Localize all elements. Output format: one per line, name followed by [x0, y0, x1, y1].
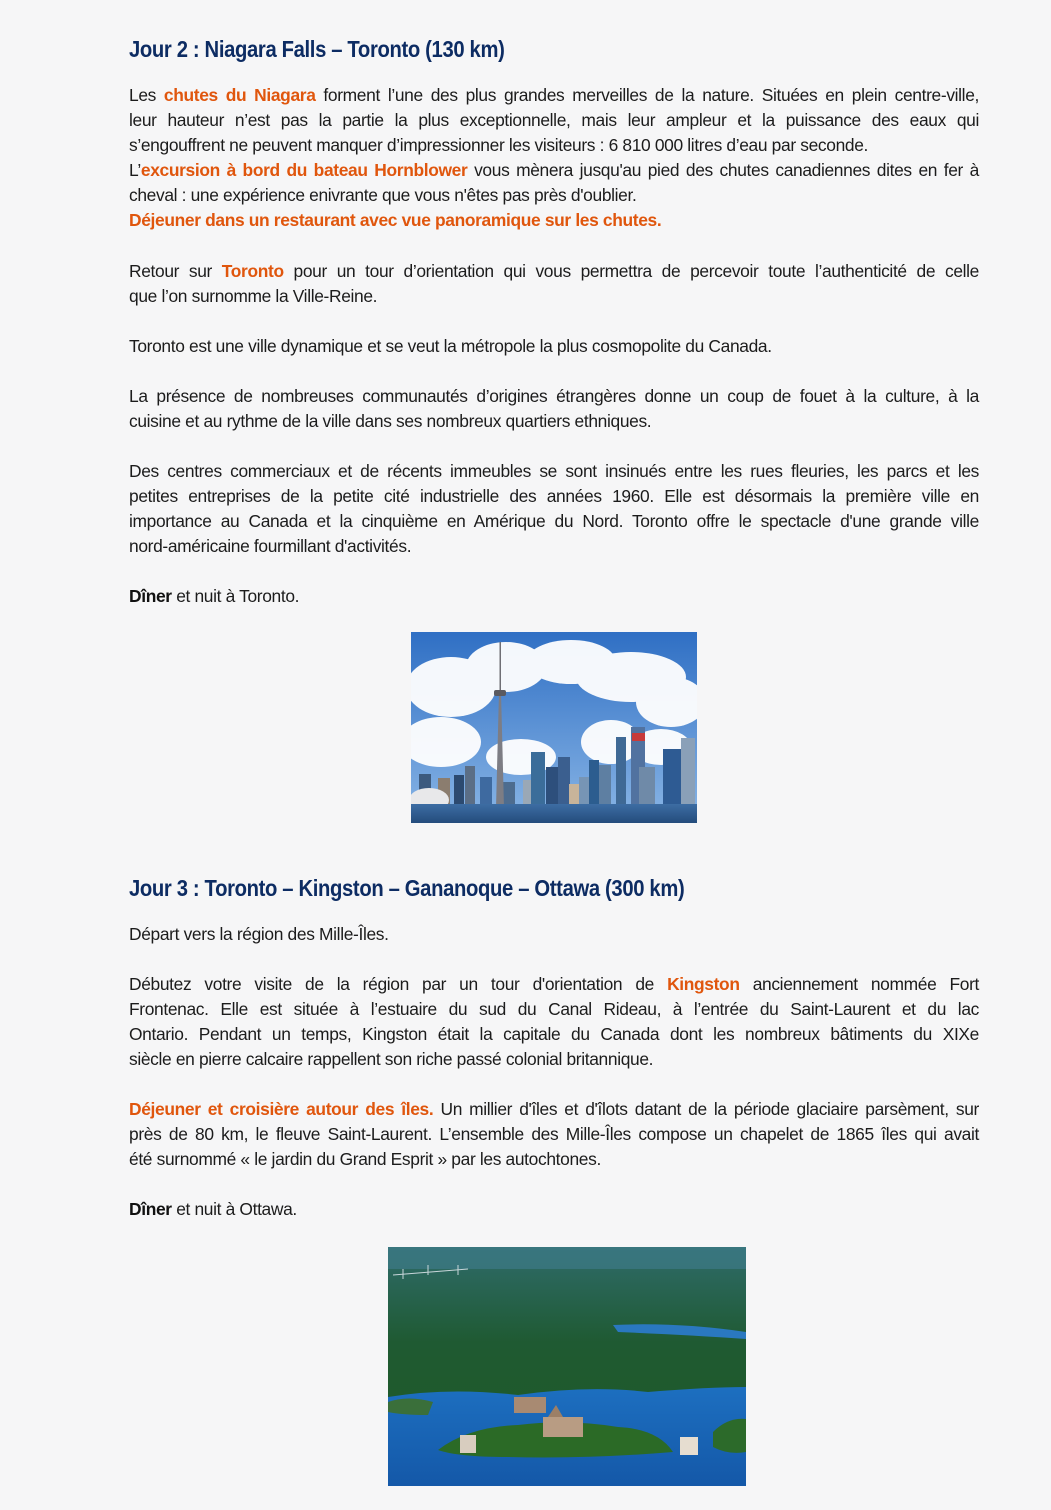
highlight-toronto: Toronto [221, 261, 284, 281]
text-line: été surnommé « le jardin du Grand Esprit » par les autochtones. [129, 1149, 601, 1169]
toronto-skyline-photo [411, 632, 697, 823]
day3-title: Jour 3 : Toronto – Kingston – Gananoque – Ottawa (300 km) [129, 875, 685, 901]
text-line: Départ vers la région des Mille-Îles. [129, 924, 389, 944]
text-line: cheval : une expérience enivrante que vous n'êtes pas près d'oublier. [129, 185, 637, 205]
text-line: importance au Canada et la cinquième en Amérique du Nord. Toronto offre le spectacle d'une grande ville [129, 511, 979, 531]
day2-dinner-paragraph [129, 584, 979, 609]
day2-commerce-paragraph [129, 459, 979, 559]
text-line: siècle en pierre calcaire rappellent son riche passé colonial britannique. [129, 1049, 654, 1069]
text: Un millier d'îles et d'îlots datant de la période glaciaire parsèment, sur [433, 1099, 979, 1119]
highlight-lunch-panoramic: Déjeuner dans un restaurant avec vue panoramique sur les chutes. [129, 210, 662, 230]
text-line: que l’on surnomme la Ville-Reine. [129, 286, 378, 306]
text: Débutez votre visite de la région par un tour d'orientation de [129, 974, 668, 994]
text: et nuit à Toronto. [171, 586, 300, 606]
thousand-islands-photo [388, 1247, 746, 1486]
dinner-bold: Dîner [129, 1199, 172, 1219]
day2-toronto-return-paragraph [129, 259, 979, 309]
text-line: Ontario. Pendant un temps, Kingston était la capitale du Canada dont les nombreux bâtiments du XIXe [129, 1024, 979, 1044]
day2-communities-paragraph [129, 384, 979, 434]
text-line: nord-américaine fourmillant d'activités. [129, 536, 412, 556]
text: Les [129, 85, 164, 105]
text-line: petites entreprises de la petite cité industrielle des années 1960. Elle est désormais la première ville en [129, 486, 979, 506]
text: Retour sur [129, 261, 222, 281]
text: anciennement nommée Fort [739, 974, 980, 994]
highlight-lunch-cruise: Déjeuner et croisière autour des îles. [129, 1099, 434, 1119]
day3-departure-paragraph [129, 922, 979, 947]
day3-islands-paragraph [129, 1097, 979, 1172]
text: pour un tour d’orientation qui vous permettra de percevoir toute l’authenticité de celle [283, 261, 979, 281]
text-line: s’engouffrent ne peuvent manquer d’impressionner les visiteurs : 6 810 000 litres d’eau par seconde. [129, 135, 869, 155]
day2-niagara-paragraph [129, 83, 979, 233]
day3-dinner-paragraph [129, 1197, 979, 1222]
day2-title: Jour 2 : Niagara Falls – Toronto (130 km) [129, 36, 505, 62]
toronto-skyline-illustration [411, 632, 697, 823]
highlight-hornblower-cruise: excursion à bord du bateau Hornblower [140, 160, 468, 180]
dinner-bold: Dîner [129, 586, 172, 606]
text-line: La présence de nombreuses communautés d’origines étrangères donne un coup de fouet à la culture, à la [129, 386, 979, 406]
thousand-islands-illustration [388, 1247, 746, 1486]
lake [411, 804, 697, 823]
text-line: leur hauteur n’est pas la partie la plus exceptionnelle, mais leur ampleur et la puissance des eaux qui [129, 110, 979, 130]
text-line: près de 80 km, le fleuve Saint-Laurent. L’ensemble des Mille-Îles compose un chapelet de 1865 îles qui avait [129, 1124, 979, 1144]
text-line: Frontenac. Elle est située à l’estuaire du sud du Canal Rideau, à l’entrée du Saint-Laurent et du lac [129, 999, 979, 1019]
text: vous mènera jusqu'au pied des chutes canadiennes dites en fer à [467, 160, 979, 180]
highlight-kingston: Kingston [667, 974, 740, 994]
text-line: Des centres commerciaux et de récents immeubles se sont insinués entre les rues fleuries, les parcs et les [129, 461, 979, 481]
text: L’ [129, 160, 141, 180]
text: et nuit à Ottawa. [171, 1199, 297, 1219]
text-line: Toronto est une ville dynamique et se veut la métropole la plus cosmopolite du Canada. [129, 336, 772, 356]
day2-dynamic-city-paragraph [129, 334, 979, 359]
text: forment l’une des plus grandes merveilles de la nature. Situées en plein centre-ville, [315, 85, 980, 105]
text-line: cuisine et au rythme de la ville dans ses nombreux quartiers ethniques. [129, 411, 652, 431]
highlight-niagara-falls: chutes du Niagara [163, 85, 316, 105]
day3-kingston-paragraph [129, 972, 979, 1072]
